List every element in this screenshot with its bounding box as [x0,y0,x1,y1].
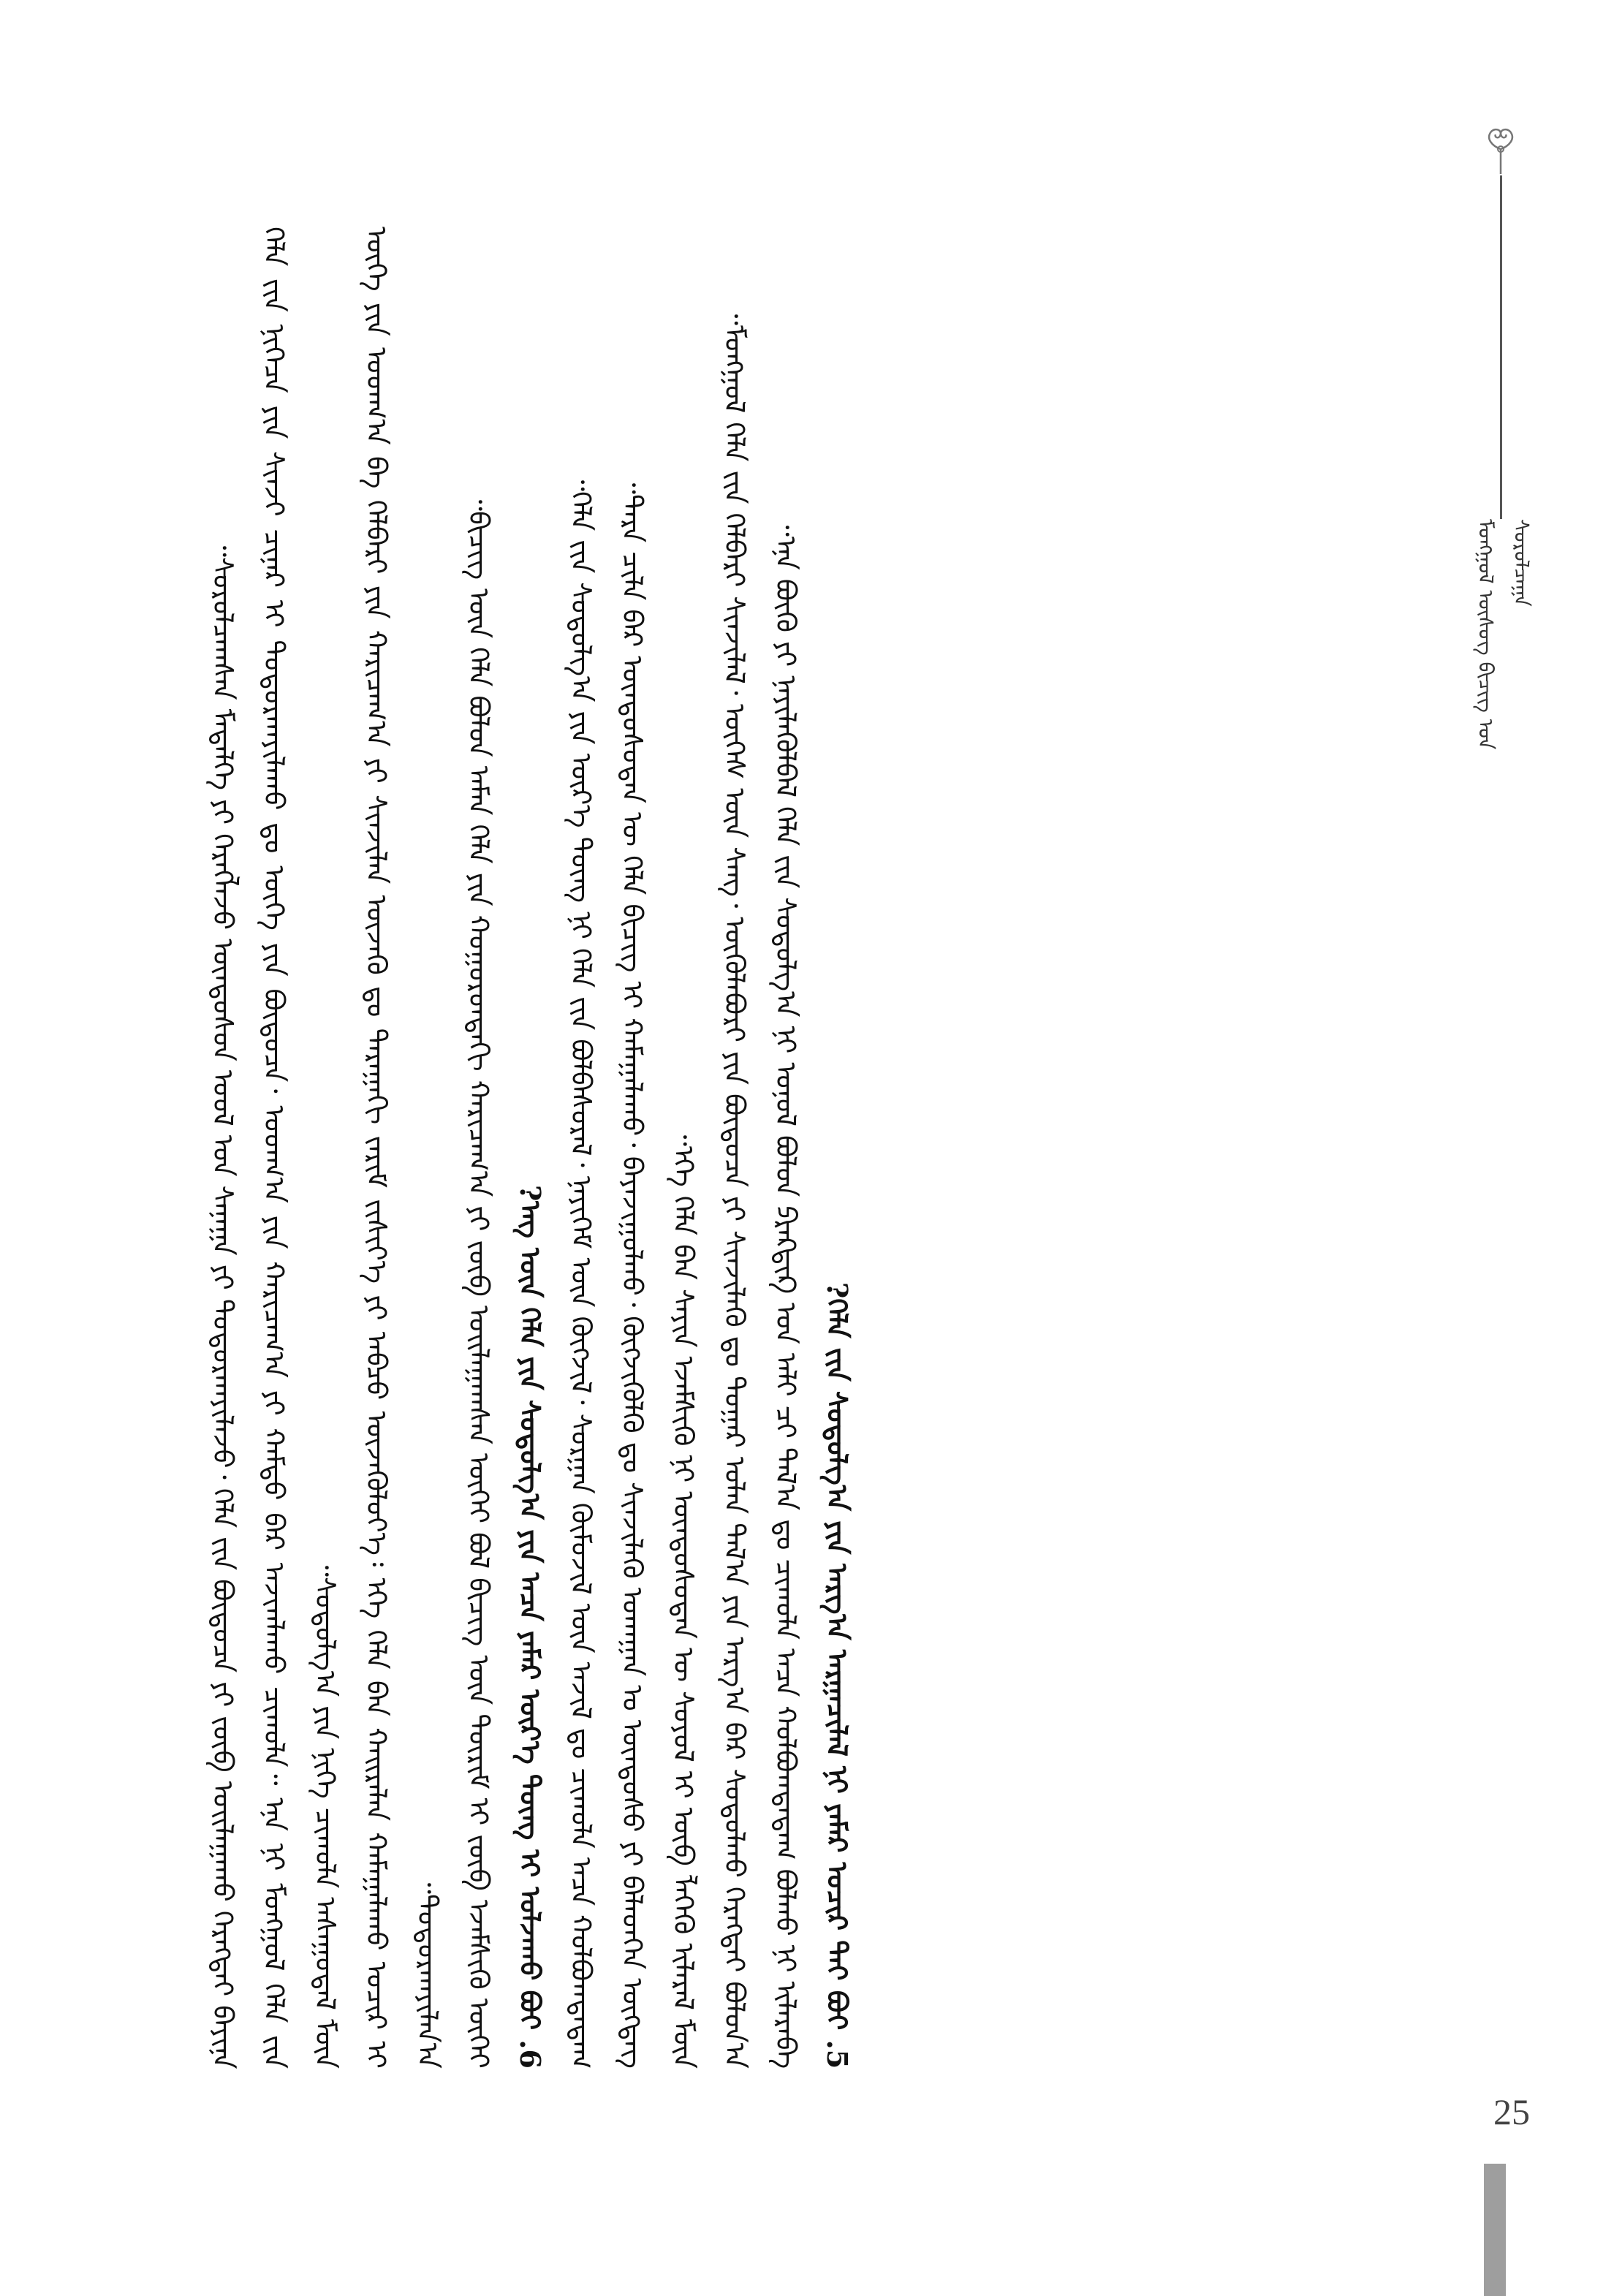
scroll-flourish-icon [1478,124,1523,175]
paragraph: ᠦᠭᠡ ᠶᠢᠨ ᠤᠳᠬ᠎ᠠ ᠪᠠ ᠬᠡᠯᠪᠡᠷᠢ ᠶᠢᠨ ᠬᠠᠷᠢᠴᠠᠭ᠎ᠠ ᠶᠢ ᠰᠢᠨᠵᠢᠯᠡᠨ ᠦᠵᠡᠬᠦ ᠳᠤ ᠳᠠᠷᠠᠭᠠᠬᠢ ᠵᠠᠷᠢᠮ ᠵᠢᠱᠢᠶ᠎ᠡ ᠶᠢ ᠠᠪᠴᠤ ᠦᠵᠡᠭᠦᠯᠦᠶ᠎ᠡ᠄ ᠡᠬᠡ ᠬᠡᠯᠡ ᠪᠡᠨ ᠬᠠᠢᠷᠠᠯᠠᠨ ᠬᠠᠮᠠᠭᠠᠯᠠᠬᠤ ᠤᠴᠢᠷ ᠢ ᠲᠣᠳᠣᠷᠬᠠᠶᠢᠯᠠᠨ᠎ᠠ᠃ [360,227,444,2069]
page-body [197,227,1433,2069]
paragraph: ᠡᠨᠡ ᠪᠦᠬᠦ ᠶᠢ ᠨᠡᠶᠢᠯᠡᠭᠦᠯᠪᠡᠯ ᠬᠡᠯᠡ ᠵᠢᠨ ᠰᠤᠳᠤᠯᠭ᠎ᠠ ᠨᠢ ᠣᠨᠣᠯ ᠪᠣᠯᠤᠨ ᠫᠷᠠᠺᠲᠢᠺ ᠤᠨ ᠠᠯᠢ ᠴᠢ ᠲᠠᠯ᠎ᠠ ᠳᠤ ᠴᠢᠬᠤᠯᠠ ᠠᠴᠠ ᠬᠣᠯᠪᠣᠭᠳᠠᠳᠠᠭ ᠪᠣᠯᠬᠤ ᠨᠢ ᠢᠯᠡᠷᠡᠪᠡ᠃ [770,518,802,2069]
paragraph: ᠰᠤᠷᠤᠯᠴᠠᠭᠰᠠᠨ ᠮᠡᠳᠡᠯᠭᠡ ᠶᠢ ᠬᠡᠷᠡᠭᠯᠡᠵᠦ ᠦᠨᠳᠦᠰᠦᠨ ᠤᠤᠯ ᠤᠨ ᠰᠠᠨᠠᠭᠠ ᠶᠢ ᠲᠣᠳᠣᠷᠬᠠᠶᠢᠯᠠᠵᠤ᠂ ᠬᠡᠯᠡ ᠵᠢᠨ ᠪᠦᠲᠦᠴᠡ ᠶᠢ ᠵᠦᠪ ᠣᠢᠯᠠᠭᠠᠬᠤ ᠬᠡᠷᠡᠭᠲᠡᠢ ᠪᠠᠶᠢᠨᠠ᠃ [207,538,239,2069]
running-head [1468,124,1534,797]
paragraph: ᠮᠣᠩᠭᠣᠯ ᠬᠡᠯᠡ ᠵᠢᠨ ᠬᠡᠯᠪᠡᠷᠢ ᠰᠢᠨᠵᠢᠯᠡᠯ᠂ ᠦᠭᠡᠰ ᠦᠨ ᠰᠠᠩ᠂ ᠥᠭᠦᠯᠡᠪᠦᠷᠢ ᠶᠢᠨ ᠪᠦᠲᠦᠴᠡ ᠶᠢ ᠰᠢᠨᠵᠢᠯᠡᠬᠦ ᠳᠤ ᠳᠤᠭᠠᠷ ᠣᠯᠠᠨ ᠲᠠᠯ᠎ᠠ ᠶᠢᠨ ᠠᠷᠭ᠎ᠠ ᠪᠠᠷ ᠰᠤᠳᠤᠯᠬᠤ ᠬᠡᠷᠡᠭᠲᠡᠢ ᠪᠣᠯᠤᠨ᠎ᠠ᠃ [719,307,751,2069]
section-heading: 5. ᠬᠡᠯᠡ ᠵᠢᠨ ᠰᠤᠳᠤᠯᠭ᠎ᠠ ᠶᠢᠨ ᠠᠷᠭ᠎ᠠ ᠠᠷᠭᠠᠴᠢᠯᠠᠯ ᠨᠢ ᠶᠠᠮᠠᠷ ᠤᠴᠢᠷ ᠲᠠᠢ ᠪᠣᠢ? [821,1281,854,2069]
paragraph: ᠬᠡᠯᠡ ᠵᠢᠨ ᠰᠤᠳᠤᠯᠭ᠎ᠠ ᠶᠢᠨ ᠦᠷ᠎ᠡ ᠳᠦᠩ ᠨᠢ ᠬᠡᠯᠡ ᠵᠢᠨ ᠪᠣᠯᠪᠠᠰᠤᠷᠠᠯ᠂ ᠨᠡᠶᠢᠭᠡᠮ ᠦᠨ ᠬᠥᠭᠵᠢᠯ᠂ ᠰᠤᠷᠭᠠᠨ ᠬᠦᠮᠦᠵᠢᠯ ᠦᠨ ᠠᠵᠢᠯ ᠳᠤ ᠴᠢᠬᠤᠯᠠ ᠠᠴᠠ ᠬᠣᠯᠪᠣᠭᠳᠠᠳᠠᠭ᠃ [565,472,597,2069]
edge-tab [1484,2164,1506,2296]
running-head-rule [1500,175,1502,519]
page-number: 25 [1493,2091,1530,2132]
paragraph: ᠪᠢᠴᠢᠭ ᠦᠨ ᠬᠡᠯᠡ ᠪᠣᠯᠤᠨ ᠠᠮᠠᠨ ᠬᠡᠯᠡ ᠶᠢᠨ ᠬᠣᠭᠣᠷᠤᠨᠳᠠᠬᠢ ᠬᠠᠷᠢᠴᠠᠭ᠎ᠠ ᠶᠢ ᠵᠦᠪ ᠣᠢᠯᠠᠭᠠᠭᠰᠠᠨ ᠦᠭᠡᠢ ᠪᠣᠯ ᠪᠢᠴᠢᠭ ᠦᠨ ᠳᠦᠷᠢᠮ ᠢ ᠵᠦᠪ ᠡᠵᠡᠮᠰᠢᠬᠦ ᠦᠭᠡᠢ᠃ [463,493,495,2069]
paragraph: ᠲᠡᠷᠡ ᠴᠢᠯᠡ ᠪᠡᠷ ᠦᠨᠳᠦᠰᠦᠲᠡᠨ ᠦ ᠬᠡᠯᠡ ᠪᠢᠴᠢᠭ ᠢ ᠬᠠᠮᠠᠭᠠᠯᠠᠬᠤ᠂ ᠪᠠᠶᠠᠵᠢᠭᠤᠯᠬᠤ᠂ ᠬᠥᠭᠵᠢᠭᠦᠯᠬᠦ ᠳᠤ ᠰᠢᠨᠵᠢᠯᠡᠬᠦ ᠤᠬᠠᠭᠠᠨ ᠤ ᠦᠨᠳᠦᠰᠦ ᠶᠢ ᠪᠡᠯᠡᠳᠬᠡᠨ ᠥᠭᠳᠡᠭ᠃ [616,476,648,2069]
running-head-title: ᠮᠣᠩᠭᠣᠯ ᠦᠰᠦᠭ ᠪᠢᠴᠢᠭ ᠤᠨ ᠰᠤᠷᠤᠯᠴᠠᠭᠠ [1474,519,1534,750]
paragraph: ᠬᠡᠯᠡ ᠵᠢᠨ ᠨᠢᠭᠡᠴᠡ ᠶᠢᠨ ᠰᠢᠨᠵᠢ ᠴᠢᠨᠠᠷ ᠢ ᠲᠣᠳᠣᠷᠬᠠᠶᠢᠯᠠᠬᠤ ᠳᠤ ᠦᠭᠡ ᠶᠢᠨ ᠪᠦᠲᠦᠴᠡ᠂ ᠤᠳᠬ᠎ᠠ ᠶᠢᠨ ᠬᠠᠷᠢᠴᠠᠭ᠎ᠠ ᠶᠢ ᠬᠠᠮᠲᠤ ᠪᠠᠷ ᠠᠵᠢᠭᠯᠠᠬᠤ ᠴᠢᠬᠤᠯᠠ᠃ ᠡᠨᠡ ᠨᠢ ᠮᠣᠩᠭᠣᠯ ᠬᠡᠯᠡ ᠵᠢᠨ ᠰᠤᠳᠤᠯᠭ᠎ᠠ ᠶᠢᠨ ᠨᠢᠭᠡ ᠴᠢᠬᠤᠯᠠ ᠠᠰᠠᠭᠤᠳᠠᠯ ᠮᠥᠨ᠃ [258,227,341,2069]
section-heading: 6. ᠡᠩ ᠦᠨ ᠬᠡᠯᠡ ᠶᠢᠨ ᠰᠤᠳᠤᠯᠭ᠎ᠠ ᠶᠢᠨ ᠠᠴᠠ ᠶᠠᠮᠠᠷ ᠦᠷ᠎ᠡ ᠳᠦᠩ ᠢ ᠣᠯᠵᠠᠬᠤ ᠪᠣᠢ? [514,1185,547,2069]
paragraph: ᠡᠬᠡ ᠬᠡᠯᠡ ᠪᠡᠨ ᠰᠠᠶᠢᠨ ᠡᠵᠡᠮᠰᠢᠬᠦ ᠨᠢ ᠦᠨᠳᠦᠰᠦᠲᠡᠨ ᠦ ᠰᠣᠶᠣᠯ ᠢ ᠦᠪ ᠯᠡᠭᠡᠬᠦ ᠢᠯᠡᠷᠡᠯ ᠮᠥᠨ᠃ [667,1128,700,2069]
